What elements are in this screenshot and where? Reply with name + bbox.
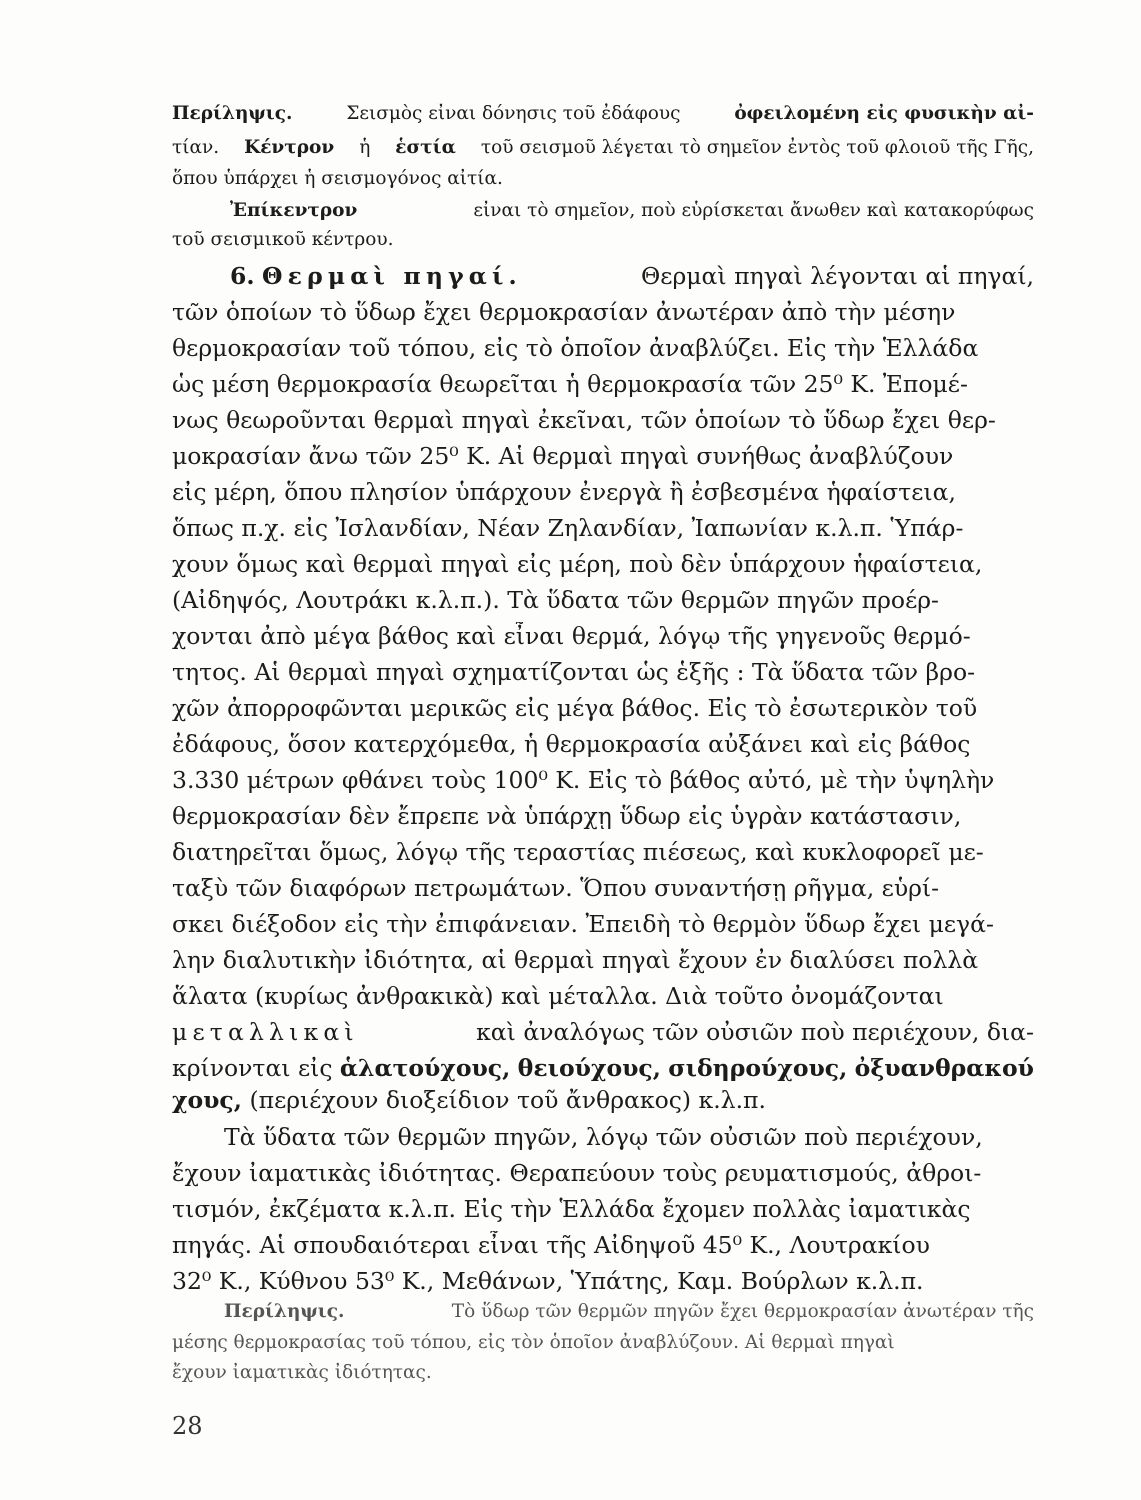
body-line: ὅπως π.χ. εἰς Ἰσλανδίαν, Νέαν Ζηλανδίαν, Ἰαπωνίαν κ.λ.π. Ὑπάρ-	[172, 514, 964, 542]
body-line: ἔχουν ἰαματικὰς ἰδιότητας. Θεραπεύουν τοὺς ρευματισμούς, ἀθροι-	[172, 1159, 982, 1187]
body-line: ὡς μέση θερμοκρασία θεωρεῖται ἡ θερμοκρασία τῶν 25⁰ Κ. Ἐπομέ-	[172, 370, 968, 398]
summary-label: Περίληψις.	[224, 1301, 345, 1322]
body-line: τῶν ὁποίων τὸ ὕδωρ ἔχει θερμοκρασίαν ἀνωτέραν ἀπὸ τὴν μέσην	[172, 298, 956, 326]
bottom-summary-line-1: Περίληψις. Τὸ ὕδωρ τῶν θερμῶν πηγῶν ἔχει θερμοκρασίαν ἀνωτέραν τῆς	[224, 1301, 1034, 1322]
bold-term: ἁλατούχους,	[339, 1054, 511, 1082]
bottom-summary-line-3: ἔχουν ἰαματικὰς ἰδιότητας.	[172, 1362, 432, 1383]
body-line: σκει διέξοδον εἰς τὴν ἐπιφάνειαν. Ἐπειδὴ τὸ θερμὸν ὕδωρ ἔχει μεγά-	[172, 910, 994, 938]
top-summary-line-3: ὅπου ὑπάρχει ἡ σεισμογόνος αἰτία.	[172, 168, 503, 189]
body-line: 32⁰ Κ., Κύθνου 53⁰ Κ., Μεθάνων, Ὑπάτης, Καμ. Βούρλων κ.λ.π.	[172, 1267, 924, 1295]
body-line: ἐδάφους, ὅσον κατερχόμεθα, ἡ θερμοκρασία αὐξάνει καὶ εἰς βάθος	[172, 730, 971, 758]
body-line: διατηρεῖται ὅμως, λόγῳ τῆς τεραστίας πιέσεως, καὶ κυκλοφορεῖ με-	[172, 838, 984, 866]
body-line: τισμόν, ἐκζέματα κ.λ.π. Εἰς τὴν Ἑλλάδα ἔχομεν πολλὰς ἰαματικὰς	[172, 1195, 971, 1223]
bold-term: χους,	[172, 1086, 242, 1114]
bottom-summary-line-2: μέσης θερμοκρασίας τοῦ τόπου, εἰς τὸν ὁποῖον ἀναβλύζουν. Αἱ θερμαὶ πηγαὶ	[172, 1332, 895, 1353]
body-line: νως θεωροῦνται θερμαὶ πηγαὶ ἐκεῖναι, τῶν ὁποίων τὸ ὕδωρ ἔχει θερ-	[172, 406, 996, 434]
body-line: χονται ἀπὸ μέγα βάθος καὶ εἶναι θερμά, λόγῳ τῆς γηγενοῦς θερμό-	[172, 622, 971, 650]
body-line: ταξὺ τῶν διαφόρων πετρωμάτων. Ὅπου συναντήσῃ ρῆγμα, εὑρί-	[172, 874, 940, 902]
top-summary-line-1: Περίληψις. Σεισμὸς εἶναι δόνησις τοῦ ἐδάφους ὀφειλομένη εἰς φυσικὴν αἰ-	[172, 103, 1034, 124]
body-line: τητος. Αἱ θερμαὶ πηγαὶ σχηματίζονται ὡς ἑξῆς : Τὰ ὕδατα τῶν βρο-	[172, 658, 976, 686]
body-line: θερμοκρασίαν τοῦ τόπου, εἰς τὸ ὁποῖον ἀναβλύζει. Εἰς τὴν Ἑλλάδα	[172, 334, 979, 362]
body-line: λην διαλυτικὴν ἰδιότητα, αἱ θερμαὶ πηγαὶ ἔχουν ἐν διαλύσει πολλὰ	[172, 946, 979, 974]
body-line: χῶν ἀπορροφῶνται μερικῶς εἰς μέγα βάθος. Εἰς τὸ ἐσωτερικὸν τοῦ	[172, 694, 978, 722]
body-line: πηγάς. Αἱ σπουδαιότεραι εἶναι τῆς Αἰδηψοῦ 45⁰ Κ., Λουτρακίου	[172, 1231, 930, 1259]
bold-term: θειούχους,	[517, 1054, 661, 1082]
body-line: 3.330 μέτρων φθάνει τοὺς 100⁰ Κ. Εἰς τὸ βάθος αὐτό, μὲ τὴν ὑψηλὴν	[172, 766, 995, 794]
top-summary-line-2: τίαν. Κέντρον ἡ ἑστία τοῦ σεισμοῦ λέγεται τὸ σημεῖον ἐντὸς τοῦ φλοιοῦ τῆς Γῆς,	[172, 137, 1034, 158]
top-summary-line-4: Ἐπίκεντρον εἶναι τὸ σημεῖον, ποὺ εὑρίσκεται ἄνωθεν καὶ κατακορύφως	[230, 200, 1034, 221]
summary-label: Περίληψις.	[172, 103, 293, 124]
section-heading: Θερμαὶ πηγαί.	[262, 262, 522, 290]
body-line: θερμοκρασίαν δὲν ἔπρεπε νὰ ὑπάρχῃ ὕδωρ εἰς ὑγρὰν κατάστασιν,	[172, 802, 962, 830]
page-number: 28	[172, 1412, 203, 1440]
body-line: χους, (περιέχουν διοξείδιον τοῦ ἄνθρακος) κ.λ.π.	[172, 1086, 766, 1114]
emphasized-term: μεταλλικαὶ	[172, 1018, 359, 1046]
body-line: εἰς μέρη, ὅπου πλησίον ὑπάρχουν ἐνεργὰ ἢ ἐσβεσμένα ἡφαίστεια,	[172, 478, 956, 506]
section-number: 6.	[230, 262, 255, 290]
top-summary-line-5: τοῦ σεισμικοῦ κέντρου.	[172, 229, 394, 250]
body-line: (Αἰδηψός, Λουτράκι κ.λ.π.). Τὰ ὕδατα τῶν θερμῶν πηγῶν προέρ-	[172, 586, 939, 614]
body-line: Τὰ ὕδατα τῶν θερμῶν πηγῶν, λόγῳ τῶν οὐσιῶν ποὺ περιέχουν,	[224, 1123, 983, 1151]
body-line: χουν ὅμως καὶ θερμαὶ πηγαὶ εἰς μέρη, ποὺ δὲν ὑπάρχουν ἡφαίστεια,	[172, 550, 983, 578]
body-line: μεταλλικαὶ καὶ ἀναλόγως τῶν οὐσιῶν ποὺ περιέχουν, δια-	[172, 1018, 1034, 1046]
section-heading-line: 6. Θερμαὶ πηγαί. Θερμαὶ πηγαὶ λέγονται αἱ πηγαί,	[230, 262, 1034, 290]
classification-line: κρίνονται εἰς ἁλατούχους, θειούχους, σιδηρούχους, ὀξυανθρακού	[172, 1054, 1034, 1082]
section-title	[230, 262, 522, 290]
bold-term: ὀξυανθρακού	[854, 1054, 1034, 1082]
body-line: μοκρασίαν ἄνω τῶν 25⁰ Κ. Αἱ θερμαὶ πηγαὶ συνήθως ἀναβλύζουν	[172, 442, 954, 470]
body-line: ἅλατα (κυρίως ἀνθρακικὰ) καὶ μέταλλα. Διὰ τοῦτο ὀνομάζονται	[172, 982, 944, 1010]
bold-term: σιδηρούχους,	[668, 1054, 848, 1082]
